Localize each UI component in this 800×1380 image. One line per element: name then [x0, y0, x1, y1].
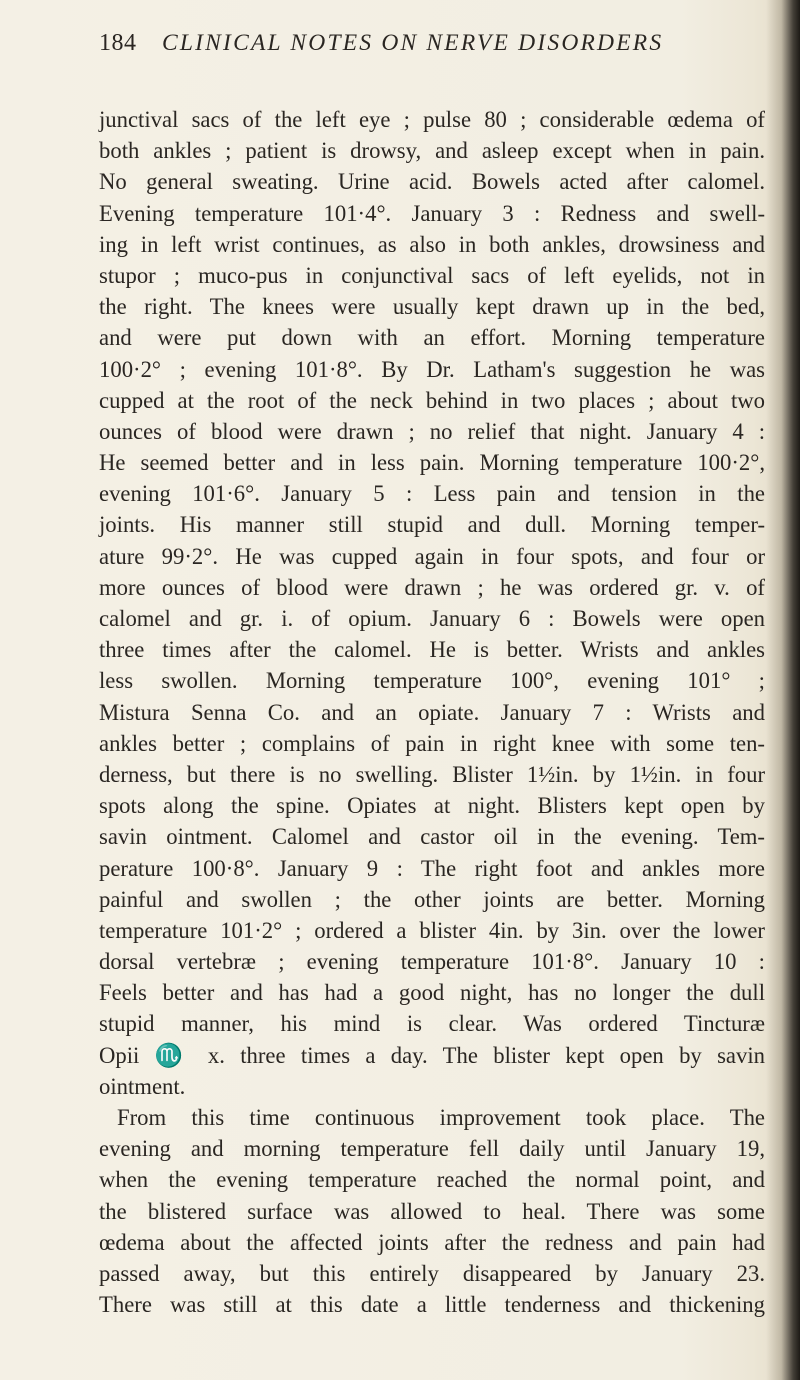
text-line: junctival sacs of the left eye ; pulse 80 ; considerable œdema of	[99, 107, 765, 132]
text-line: the right. The knees were usually kept drawn up in the bed,	[99, 294, 765, 320]
text-line: ature 99·2°. He was cupped again in four spots, and four or	[99, 543, 765, 569]
text-line: less swollen. Morning temperature 100°, evening 101° ;	[99, 668, 765, 694]
text-line: temperature 101·2° ; ordered a blister 4in. by 3in. over the lower	[99, 917, 765, 943]
text-line: the blistered surface was allowed to heal. There was some	[99, 1198, 765, 1224]
text-line: Feels better and has had a good night, has no longer the dull	[99, 980, 765, 1006]
text-line: dorsal vertebræ ; evening temperature 101·8°. January 10 :	[99, 949, 765, 975]
text-line: perature 100·8°. January 9 : The right foot and ankles more	[99, 855, 765, 881]
text-line: ounces of blood were drawn ; no relief that night. January 4 :	[99, 418, 765, 444]
text-line: derness, but there is no swelling. Blister 1½in. by 1½in. in four	[99, 761, 765, 787]
text-line: more ounces of blood were drawn ; he was ordered gr. v. of	[99, 574, 765, 600]
text-line: three times after the calomel. He is better. Wrists and ankles	[99, 637, 765, 663]
text-line: spots along the spine. Opiates at night. Blisters kept open by	[99, 793, 765, 819]
text-line: ing in left wrist continues, as also in both ankles, drowsiness and	[99, 231, 765, 257]
text-line: painful and swollen ; the other joints are better. Morning	[99, 886, 765, 912]
text-line: ankles better ; complains of pain in right knee with some ten-	[99, 730, 765, 756]
text-line: There was still at this date a little tenderness and thickening	[99, 1292, 765, 1318]
text-line: savin ointment. Calomel and castor oil in the evening. Tem-	[99, 824, 765, 850]
text-line: Mistura Senna Co. and an opiate. January 7 : Wrists and	[99, 699, 765, 725]
page-number: 184	[99, 30, 137, 56]
text-line: 100·2° ; evening 101·8°. By Dr. Latham's suggestion he was	[99, 356, 765, 382]
text-line: calomel and gr. i. of opium. January 6 : Bowels were open	[99, 606, 765, 631]
text-line: From this time continuous improvement took place. The	[117, 1105, 765, 1130]
text-line: No general sweating. Urine acid. Bowels acted after calomel.	[99, 169, 765, 195]
text-line: cupped at the root of the neck behind in two places ; about two	[99, 387, 765, 413]
text-line: He seemed better and in less pain. Morning temperature 100·2°,	[99, 450, 765, 476]
book-binding-edge	[766, 0, 800, 1380]
running-head: CLINICAL NOTES ON NERVE DISORDERS	[162, 30, 664, 56]
text-line: œdema about the affected joints after the redness and pain had	[99, 1229, 765, 1255]
text-line: Evening temperature 101·4°. January 3 : Redness and swell-	[99, 200, 765, 226]
text-line: ointment.	[99, 1073, 186, 1099]
text-line: Opii ♏ x. three times a day. The blister kept open by savin	[99, 1042, 765, 1068]
text-line: passed away, but this entirely disappeared by January 23.	[99, 1260, 765, 1286]
body-text	[99, 104, 765, 1320]
text-line: when the evening temperature reached the normal point, and	[99, 1167, 765, 1193]
text-line: and were put down with an effort. Morning temperature	[99, 325, 765, 351]
text-line: joints. His manner still stupid and dull. Morning temper-	[99, 512, 765, 538]
text-line: both ankles ; patient is drowsy, and asleep except when in pain.	[99, 138, 765, 164]
text-line: evening 101·6°. January 5 : Less pain and tension in the	[99, 481, 765, 507]
text-line: evening and morning temperature fell daily until January 19,	[99, 1136, 765, 1162]
text-line: stupid manner, his mind is clear. Was ordered Tincturæ	[99, 1011, 765, 1037]
page-header	[99, 30, 765, 70]
text-line: stupor ; muco-pus in conjunctival sacs of left eyelids, not in	[99, 262, 765, 288]
